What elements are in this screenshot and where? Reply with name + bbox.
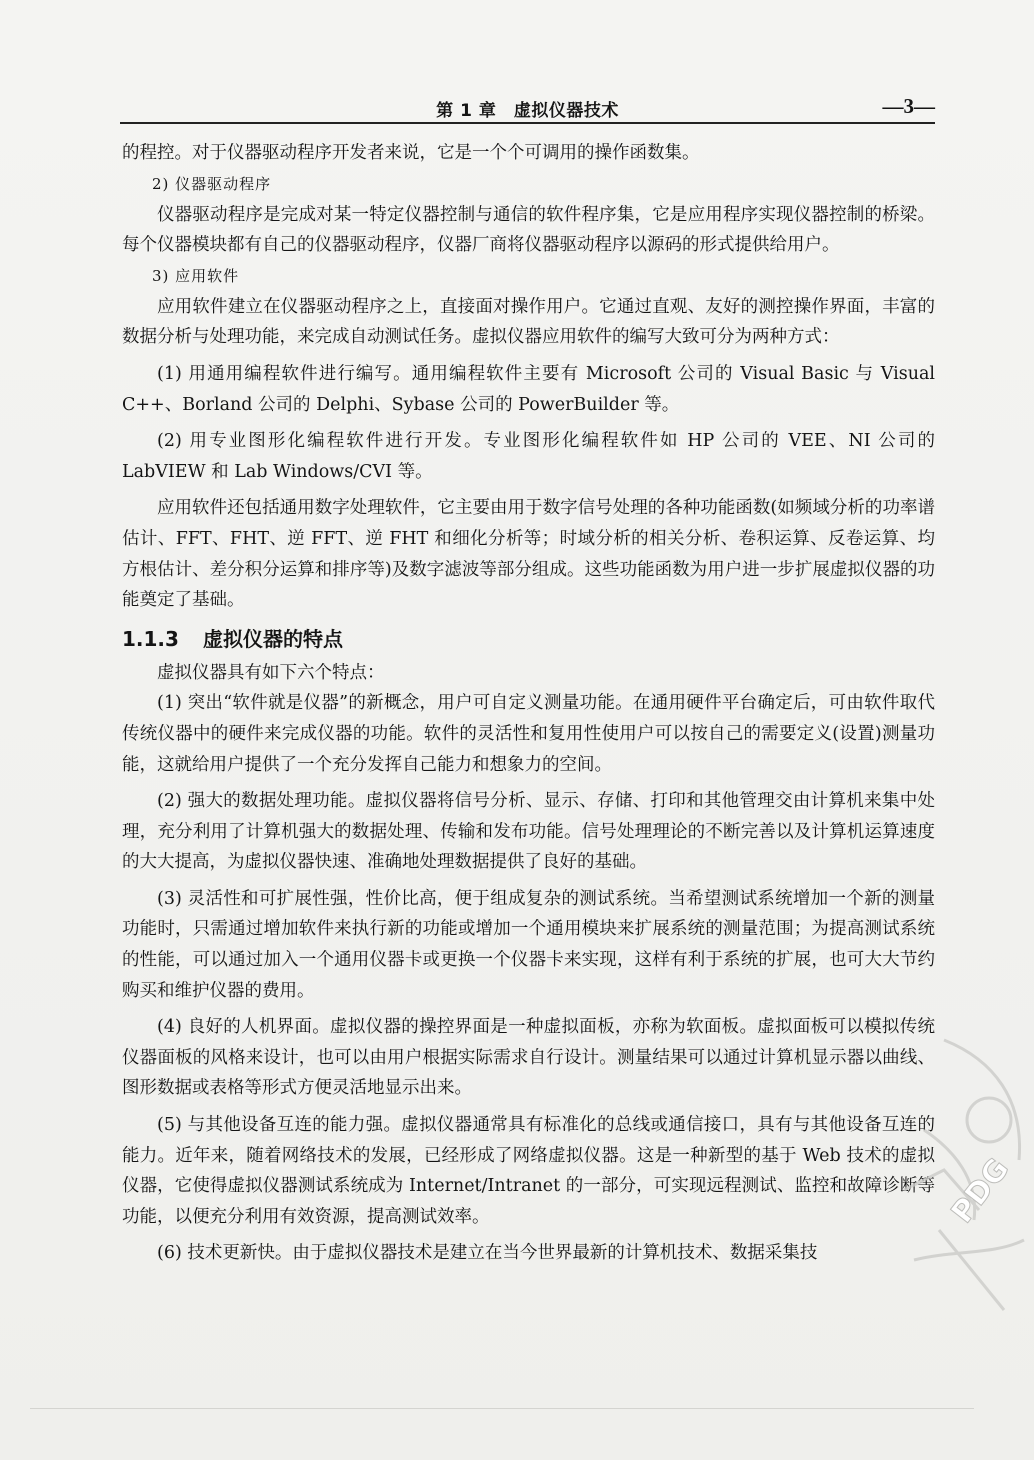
watermark-text: PDG: [944, 1152, 1017, 1230]
page-body: [122, 138, 935, 1269]
paragraph-feature-3: (3) 灵活性和可扩展性强，性价比高，便于组成复杂的测试系统。当希望测试系统增加一个新的测量功能时，只需通过增加软件来执行新的功能或增加一个通用模块来扩展系统的测量范围；为提高测试系统的性能，可以通过加入一个通用仪器卡或更换一个仪器卡来实现，这样有利于系统的扩展，也可大大节约购买和维护仪器的费用。: [122, 888, 935, 1001]
paragraph-feature-6: (6) 技术更新快。由于虚拟仪器技术是建立在当今世界最新的计算机技术、数据采集技: [157, 1243, 818, 1264]
chapter-title: 第 1 章 虚拟仪器技术: [436, 101, 619, 121]
paragraph-features-intro: 虚拟仪器具有如下六个特点：: [157, 662, 385, 683]
paragraph-feature-1: (1) 突出“软件就是仪器”的新概念，用户可自定义测量功能。在通用硬件平台确定后，可由软件取代传统仪器中的硬件来完成仪器的功能。软件的灵活性和复用性使用户可以按自己的需要定义(设置)测量功能，这就给用户提供了一个充分发挥自己能力和想象力的空间。: [122, 693, 935, 775]
section-heading: [122, 624, 935, 654]
paragraph-signal-processing: 应用软件还包括通用数字处理软件，它主要由用于数字信号处理的各种功能函数(如频域分析的功率谱估计、FFT、FHT、逆 FFT、逆 FHT 和细化分析等；时域分析的相关分析、卷积运算、反卷运算、均方根估计、差分积分运算和排序等)及数字滤波等部分组成。这些功能函数为用户进一步扩展虚拟仪器的功能奠定了基础。: [122, 498, 935, 611]
paragraph-general-programming: (1) 用通用编程软件进行编写。通用编程软件主要有 Microsoft 公司的 Visual Basic 与 Visual C++、Borland 公司的 Delphi、Sybase 公司的 PowerBuilder 等。: [122, 363, 935, 415]
scan-edge: [30, 1408, 974, 1409]
paragraph-graphical-programming: (2) 用专业图形化编程软件进行开发。专业图形化编程软件如 HP 公司的 VEE、NI 公司的 LabVIEW 和 Lab Windows/CVI 等。: [122, 431, 935, 482]
subheading-instrument-driver: 2) 仪器驱动程序: [152, 174, 272, 193]
page-number: —3—: [882, 94, 935, 118]
section-title: 虚拟仪器的特点: [202, 626, 343, 651]
subheading-application-software: 3) 应用软件: [152, 266, 240, 285]
paragraph-feature-2: (2) 强大的数据处理功能。虚拟仪器将信号分析、显示、存储、打印和其他管理交由计算机来集中处理，充分利用了计算机强大的数据处理、传输和发布功能。信号处理理论的不断完善以及计算机运算速度的大大提高，为虚拟仪器快速、准确地处理数据提供了良好的基础。: [122, 791, 935, 873]
paragraph-instrument-driver: 仪器驱动程序是完成对某一特定仪器控制与通信的软件程序集，它是应用程序实现仪器控制的桥梁。每个仪器模块都有自己的仪器驱动程序，仪器厂商将仪器驱动程序以源码的形式提供给用户。: [122, 204, 935, 256]
page-header: [120, 92, 935, 124]
header-rule: [120, 122, 935, 124]
paragraph-feature-4: (4) 良好的人机界面。虚拟仪器的操控界面是一种虚拟面板，亦称为软面板。虚拟面板可以模拟传统仪器面板的风格来设计，也可以由用户根据实际需求自行设计。测量结果可以通过计算机显示器以曲线、图形数据或表格等形式方便灵活地显示出来。: [122, 1017, 935, 1099]
paragraph-feature-5: (5) 与其他设备互连的能力强。虚拟仪器通常具有标准化的总线或通信接口，具有与其他设备互连的能力。近年来，随着网络技术的发展，已经形成了网络虚拟仪器。这是一种新型的基于 Web 技术的虚拟仪器，它使得虚拟仪器测试系统成为 Internet/Intranet 的一部分，可实现远程测试、监控和故障诊断等功能，以便充分利用有效资源，提高测试效率。: [122, 1115, 935, 1227]
paragraph-intro: 的程控。对于仪器驱动程序开发者来说，它是一个个可调用的操作函数集。: [122, 143, 700, 163]
paragraph-application-software: 应用软件建立在仪器驱动程序之上，直接面对操作用户。它通过直观、友好的测控操作界面，丰富的数据分析与处理功能，来完成自动测试任务。虚拟仪器应用软件的编写大致可分为两种方式：: [122, 296, 935, 348]
section-number: 1.1.3: [122, 626, 179, 651]
